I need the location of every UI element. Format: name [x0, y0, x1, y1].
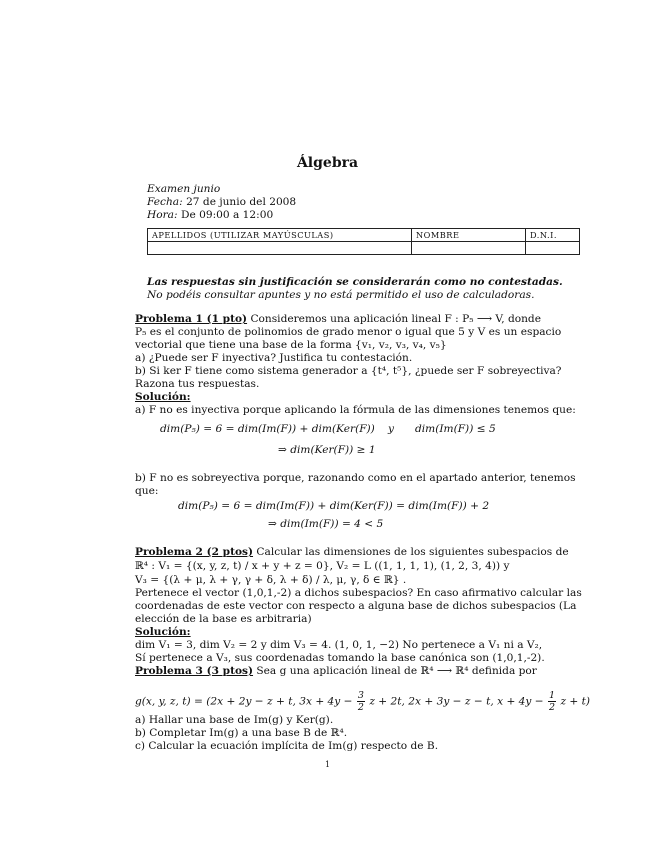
problem2-solution-label: Solución:	[135, 626, 191, 638]
name-field[interactable]	[412, 242, 526, 255]
exam-label: Examen junio	[147, 183, 221, 195]
problem3-fraction-1	[357, 690, 365, 713]
problem1-solution-b1: b) F no es sobreyectiva porque, razonando como en el apartado anterior, tenemos	[135, 472, 576, 484]
problem1-solution-a: a) F no es inyectiva porque aplicando la fórmula de las dimensiones tenemos que:	[135, 404, 576, 416]
problem1-eq4: ⇒ dim(Im(F)) = 4 < 5	[268, 518, 384, 530]
problem2-line5: coordenadas de este vector con respecto a alguna base de dichos subespacios (La	[135, 600, 577, 612]
time-value: De 09:00 a 12:00	[180, 209, 274, 221]
problem1-statement: Consideremos una aplicación lineal F : P₅ ⟶ V, donde	[250, 313, 541, 325]
problem1-solution-label: Solución:	[135, 391, 191, 403]
problem2-line6: elección de la base es arbitraria)	[135, 613, 312, 625]
problem1-eq3: dim(P₅) = 6 = dim(Im(F)) + dim(Ker(F)) = dim(Im(F)) + 2	[178, 500, 490, 512]
date-line	[147, 196, 296, 209]
problem1-line2: P₅ es el conjunto de polinomios de grado menor o igual que 5 y V es un espacio	[135, 326, 562, 338]
problem3-line1	[135, 665, 537, 678]
problem1-solution-b2: que:	[135, 485, 159, 497]
problem2-statement: Calcular las dimensiones de los siguientes subespacios de	[256, 546, 569, 558]
dni-field[interactable]	[526, 242, 580, 255]
surname-header: APELLIDOS (UTILIZAR MAYÚSCULAS)	[148, 229, 412, 242]
name-header: NOMBRE	[412, 229, 526, 242]
problem2-line4: Pertenece el vector (1,0,1,-2) a dichos subespacios? En caso afirmativo calcular las	[135, 587, 582, 599]
problem1-question-b1: b) Si ker F tiene como sistema generador a {t⁴, t⁵}, ¿puede ser F sobreyectiva?	[135, 365, 562, 377]
fraction-1-denominator: 2	[357, 702, 364, 713]
fraction-2-numerator: 1	[549, 690, 556, 701]
dni-header: D.N.I.	[526, 229, 580, 242]
page-title: Álgebra	[296, 155, 359, 171]
problem3-statement: Sea g una aplicación lineal de ℝ⁴ ⟶ ℝ⁴ definida por	[256, 665, 537, 677]
date-label: Fecha:	[147, 196, 183, 208]
problem3-heading: Problema 3 (3 ptos)	[135, 665, 254, 677]
problem1-question-a: a) ¿Puede ser F inyectiva? Justifica tu contestación.	[135, 352, 413, 364]
problem3-eq-right: z + t)	[560, 695, 591, 708]
problem2-solution-2: Sí pertenece a V₃, sus coordenadas tomando la base canónica son (1,0,1,-2).	[135, 652, 545, 664]
page-number: 1	[324, 760, 331, 769]
problem1-eq1-left: dim(P₅) = 6 = dim(Im(F)) + dim(Ker(F))	[160, 423, 375, 435]
problem1-question-b2: Razona tus respuestas.	[135, 378, 260, 390]
time-line	[147, 209, 273, 222]
notice-justification: Las respuestas sin justificación se considerarán como no contestadas.	[147, 276, 563, 288]
problem1-eq1-right: dim(Im(F)) ≤ 5	[415, 423, 496, 435]
date-value: 27 de junio del 2008	[186, 196, 297, 208]
problem1-heading: Problema 1 (1 pto)	[135, 313, 248, 325]
problem2-line1	[135, 546, 569, 559]
problem3-question-b: b) Completar Im(g) a una base B de ℝ⁴.	[135, 727, 348, 739]
problem1-line3: vectorial que tiene una base de la forma {v₁, v₂, v₃, v₄, v₅}	[135, 339, 447, 351]
problem3-equation	[135, 690, 590, 713]
problem3-question-a: a) Hallar una base de Im(g) y Ker(g).	[135, 714, 334, 726]
time-label: Hora:	[147, 209, 178, 221]
student-id-table	[147, 228, 580, 255]
problem1-eq1-and: y	[388, 423, 394, 435]
problem1-line1	[135, 313, 541, 326]
problem2-line3: V₃ = {(λ + μ, λ + γ, γ + δ, λ + δ) / λ, μ, γ, δ ∈ ℝ} .	[135, 574, 407, 586]
fraction-1-numerator: 3	[357, 690, 364, 701]
problem2-heading: Problema 2 (2 ptos)	[135, 546, 254, 558]
problem3-eq-mid: z + 2t, 2x + 3y − z − t, x + 4y −	[369, 695, 544, 708]
problem3-eq-left: g(x, y, z, t) = (2x + 2y − z + t, 3x + 4y −	[135, 695, 353, 708]
problem3-fraction-2	[548, 690, 556, 713]
surname-field[interactable]	[148, 242, 412, 255]
problem3-question-c: c) Calcular la ecuación implícita de Im(g) respecto de B.	[135, 740, 439, 752]
problem2-line2: ℝ⁴ : V₁ = {(x, y, z, t) / x + y + z = 0}, V₂ = L ((1, 1, 1, 1), (1, 2, 3, 4)) y	[135, 560, 510, 572]
fraction-2-denominator: 2	[549, 702, 556, 713]
problem1-eq2: ⇒ dim(Ker(F)) ≥ 1	[278, 444, 376, 456]
notice-no-notes: No podéis consultar apuntes y no está permitido el uso de calculadoras.	[147, 289, 535, 301]
problem2-solution-1: dim V₁ = 3, dim V₂ = 2 y dim V₃ = 4. (1, 0, 1, −2) No pertenece a V₁ ni a V₂,	[135, 639, 543, 651]
